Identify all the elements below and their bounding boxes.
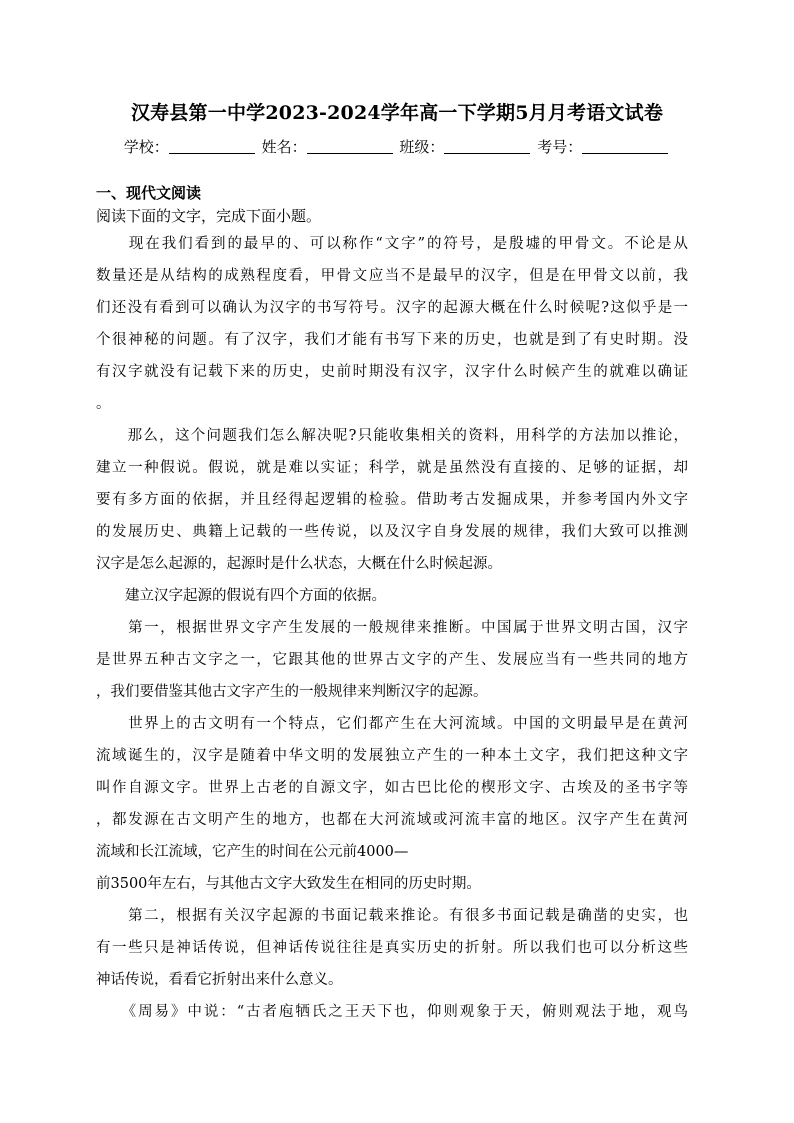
passage-line: 建立汉字起源的假说有四个方面的依据。: [96, 588, 386, 604]
passage-line: 流域诞生的，汉字是随着中华文明的发展独立产生的一种本土文字，我们把这种文字: [96, 748, 688, 764]
passage-line: 有一些只是神话传说，但神话传说往往是真实历史的折射。所以我们也可以分析这些: [96, 940, 688, 956]
passage-line: 叫作自源文字。世界上古老的自源文字，如古巴比伦的楔形文字、古埃及的圣书字等: [96, 780, 688, 796]
school-blank: [169, 139, 255, 154]
passage-line: 第二，根据有关汉字起源的书面记载来推论。有很多书面记载是确凿的史实，也: [96, 908, 688, 924]
name-label: 姓名：: [261, 138, 307, 156]
passage-line: 第一，根据世界文字产生发展的一般规律来推断。中国属于世界文明古国，汉字: [96, 620, 688, 636]
class-label: 班级：: [399, 138, 445, 156]
passage-line: ，我们要借鉴其他古文字产生的一般规律来判断汉字的起源。: [96, 684, 488, 700]
passage-line: 现在我们看到的最早的、可以称作“文字”的符号，是殷墟的甲骨文。不论是从: [96, 236, 688, 252]
exam-title: 汉寿县第一中学2023-2024学年高一下学期5月月考语文试卷: [130, 102, 664, 124]
section-title: 一、现代文阅读: [96, 184, 202, 202]
passage-line: 要有多方面的依据，并且经得起逻辑的检验。借助考古发掘成果，并参考国内外文字: [96, 492, 688, 508]
passage-line: 前3500年左右，与其他古文字大致发生在相同的历史时期。: [96, 876, 481, 892]
exam-number-label: 考号：: [537, 138, 583, 156]
passage-line: 个很神秘的问题。有了汉字，我们才能有书写下来的历史，也就是到了有史时期。没: [96, 332, 688, 348]
passage-line: 建立一种假说。假说，就是难以实证；科学，就是虽然没有直接的、足够的证据，却: [96, 460, 688, 476]
passage-line: 们还没有看到可以确认为汉字的书写符号。汉字的起源大概在什么时候呢?这似乎是一: [96, 300, 688, 316]
passage-line: 《周易》中说：“古者庖牺氏之王天下也，仰则观象于天，俯则观法于地，观鸟: [96, 1004, 688, 1020]
section-instruction: 阅读下面的文字，完成下面小题。: [96, 207, 322, 225]
passage-line: 有汉字就没有记载下来的历史，史前时期没有汉字，汉字什么时候产生的就难以确证: [96, 364, 688, 380]
passage-line: 那么，这个问题我们怎么解决呢?只能收集相关的资料，用科学的方法加以推论，: [96, 428, 688, 444]
passage-line: 是世界五种古文字之一，它跟其他的世界古文字的产生、发展应当有一些共同的地方: [96, 652, 688, 668]
passage-line: 的发展历史、典籍上记载的一些传说，以及汉字自身发展的规律，我们大致可以推测: [96, 524, 688, 540]
passage-line: ，都发源在古文明产生的地方，也都在大河流域或河流丰富的地区。汉字产生在黄河: [96, 812, 688, 828]
passage-line: 流域和长江流域，它产生的时间在公元前4000—: [96, 844, 409, 860]
class-blank: [444, 139, 530, 154]
name-blank: [307, 139, 393, 154]
exam-number-blank: [582, 139, 668, 154]
passage-line: 世界上的古文明有一个特点，它们都产生在大河流域。中国的文明最早是在黄河: [96, 716, 688, 732]
student-info-row: [0, 136, 794, 157]
passage-line: 数量还是从结构的成熟程度看，甲骨文应当不是最早的汉字，但是在甲骨文以前，我: [96, 268, 688, 284]
passage-line: 神话传说，看看它折射出来什么意义。: [96, 972, 343, 988]
school-label: 学校：: [123, 138, 169, 156]
passage-line: 汉字是怎么起源的，起源时是什么状态，大概在什么时候起源。: [96, 556, 502, 572]
passage-line: 。: [96, 396, 111, 412]
